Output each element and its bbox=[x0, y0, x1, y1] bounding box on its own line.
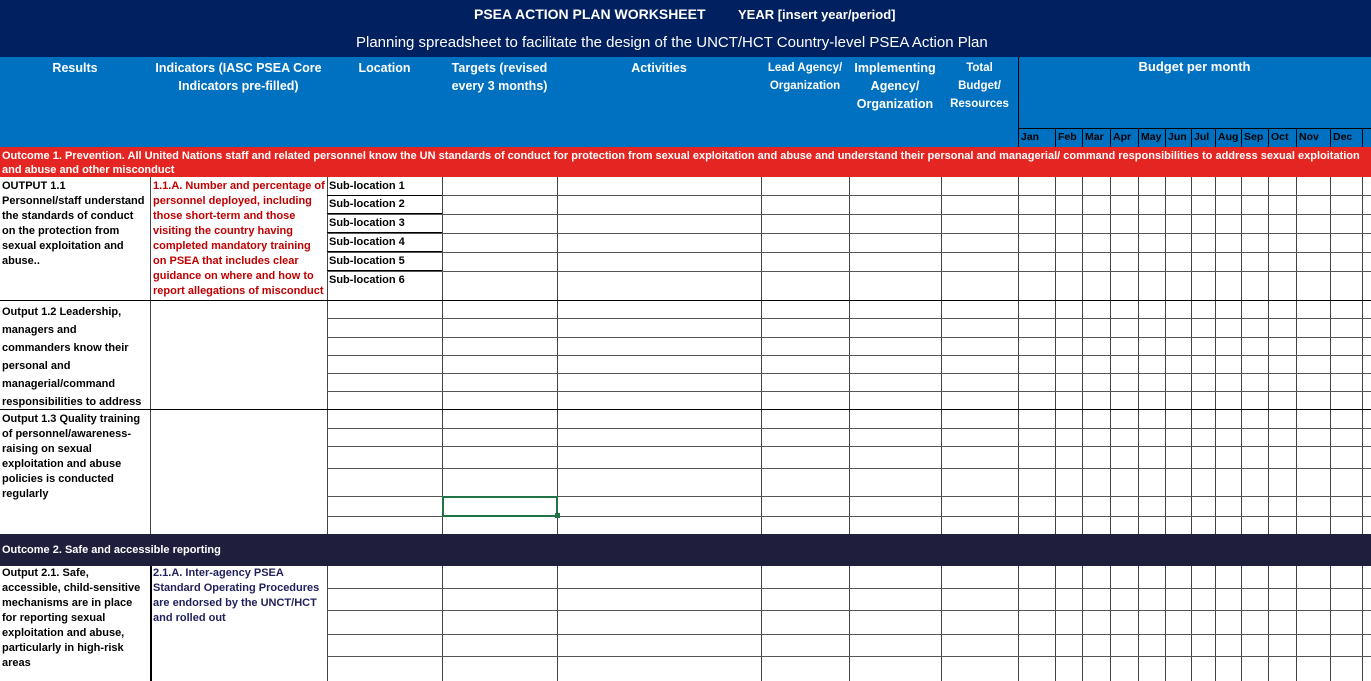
grid-line bbox=[442, 566, 443, 681]
grid-line bbox=[1138, 128, 1139, 147]
grid-line bbox=[327, 566, 328, 681]
sub-location-5[interactable]: Sub-location 5 bbox=[327, 252, 442, 271]
grid-line bbox=[327, 391, 1371, 392]
header-budget-per-month[interactable]: Budget per month bbox=[1138, 59, 1251, 74]
grid-line bbox=[327, 252, 1371, 253]
grid-line bbox=[761, 566, 762, 681]
sub-location-3[interactable]: Sub-location 3 bbox=[327, 214, 442, 233]
grid-line bbox=[327, 373, 1371, 374]
grid-line bbox=[1268, 566, 1269, 681]
grid-line bbox=[1215, 128, 1216, 147]
grid-line bbox=[1241, 128, 1242, 147]
month-dec[interactable]: Dec bbox=[1333, 131, 1353, 143]
output-1-3-result[interactable]: Output 1.3 Quality training of personnel/awareness-raising on sexual exploitation and abuse policies is conducted regularly bbox=[2, 413, 141, 500]
sub-location-2[interactable]: Sub-location 2 bbox=[327, 195, 442, 214]
sub-location-1[interactable]: Sub-location 1 bbox=[327, 177, 442, 196]
header-indicators[interactable]: Indicators (IASC PSEA Core Indicators pre-filled) bbox=[155, 61, 322, 93]
output-2-1-result[interactable]: Output 2.1. Safe, accessible, child-sensitive mechanisms are in place for reporting sexual exploitation and abuse, particularly in high-risk areas bbox=[2, 567, 141, 669]
month-feb[interactable]: Feb bbox=[1058, 131, 1077, 143]
grid-line bbox=[327, 428, 1371, 429]
grid-line bbox=[1362, 128, 1363, 147]
grid-line bbox=[1191, 128, 1192, 147]
grid-line bbox=[327, 588, 1371, 589]
grid-line bbox=[327, 271, 1371, 272]
header-location[interactable]: Location bbox=[358, 61, 411, 75]
grid-line bbox=[1055, 128, 1056, 147]
month-oct[interactable]: Oct bbox=[1271, 131, 1289, 143]
month-jun[interactable]: Jun bbox=[1168, 131, 1187, 143]
grid-line bbox=[1296, 128, 1297, 147]
grid-line bbox=[327, 656, 1371, 657]
grid-line bbox=[1268, 128, 1269, 147]
sub-location-6[interactable]: Sub-location 6 bbox=[329, 274, 405, 286]
title-bar bbox=[0, 0, 1371, 57]
worksheet-title: PSEA ACTION PLAN WORKSHEET bbox=[474, 6, 706, 22]
month-nov[interactable]: Nov bbox=[1299, 131, 1319, 143]
sub-location-4[interactable]: Sub-location 4 bbox=[327, 233, 442, 252]
grid-line bbox=[1055, 566, 1056, 681]
grid-line bbox=[327, 446, 1371, 447]
grid-line bbox=[0, 300, 1371, 301]
outcome-2-label: Outcome 2. Safe and accessible reporting bbox=[2, 544, 221, 556]
grid-line bbox=[1165, 128, 1166, 147]
grid-line bbox=[1138, 566, 1139, 681]
header-total-budget[interactable]: Total Budget/ Resources bbox=[950, 62, 1009, 110]
grid-line bbox=[1018, 566, 1019, 681]
grid-line bbox=[327, 233, 1371, 234]
grid-line bbox=[1330, 128, 1331, 147]
year-label: YEAR [insert year/period] bbox=[738, 7, 896, 22]
month-sep[interactable]: Sep bbox=[1244, 131, 1264, 143]
grid-line bbox=[327, 214, 1371, 215]
grid-line bbox=[327, 610, 1371, 611]
grid-line bbox=[327, 195, 1371, 196]
grid-line bbox=[1110, 566, 1111, 681]
month-jul[interactable]: Jul bbox=[1194, 131, 1210, 143]
grid-line bbox=[327, 337, 1371, 338]
header-activities[interactable]: Activities bbox=[631, 61, 687, 75]
header-lead-agency[interactable]: Lead Agency/ Organization bbox=[767, 62, 843, 92]
outcome-1-label: Outcome 1. Prevention. All United Nations staff and related personnel know the UN standards of conduct for protection from sexual exploitation and abuse and understand their personal and managerial/ command responsibilities to address sexual exploitation and abuse and other misconduct bbox=[2, 150, 1360, 176]
grid-line bbox=[327, 634, 1371, 635]
grid-line bbox=[327, 468, 1371, 469]
grid-line bbox=[557, 566, 558, 681]
grid-line bbox=[941, 566, 942, 681]
month-apr[interactable]: Apr bbox=[1113, 131, 1132, 143]
indicator-1-1-a[interactable]: 1.1.A. Number and percentage of personnel deployed, including those short-term and those visiting the country having completed mandatory training on PSEA that includes clear guidance on where and how to report allegations of misconduct bbox=[153, 180, 325, 297]
grid-line bbox=[1241, 566, 1242, 681]
worksheet-subtitle: Planning spreadsheet to facilitate the design of the UNCT/HCT Country-level PSEA Action Plan bbox=[356, 34, 988, 51]
fill-handle[interactable] bbox=[555, 513, 560, 518]
outcome-2-row[interactable] bbox=[0, 534, 1371, 566]
grid-line bbox=[1110, 128, 1111, 147]
grid-line bbox=[1330, 566, 1331, 681]
header-targets[interactable]: Targets (revised every 3 months) bbox=[451, 61, 548, 93]
selected-cell[interactable] bbox=[442, 496, 558, 517]
grid-line bbox=[1362, 566, 1363, 681]
grid-line bbox=[1165, 566, 1166, 681]
month-jan[interactable]: Jan bbox=[1021, 131, 1040, 143]
grid-line bbox=[849, 566, 850, 681]
month-aug[interactable]: Aug bbox=[1218, 131, 1239, 143]
grid-line bbox=[327, 318, 1371, 319]
grid-line bbox=[1215, 566, 1216, 681]
header-results[interactable]: Results bbox=[52, 61, 98, 75]
grid-line bbox=[327, 355, 1371, 356]
grid-line bbox=[1191, 566, 1192, 681]
outcome-1-row[interactable] bbox=[0, 147, 1371, 177]
month-mar[interactable]: Mar bbox=[1085, 131, 1104, 143]
month-may[interactable]: May bbox=[1141, 131, 1162, 143]
indicator-2-1-a[interactable]: 2.1.A. Inter-agency PSEA Standard Operating Procedures are endorsed by the UNCT/HCT and rolled out bbox=[153, 567, 320, 624]
grid-line bbox=[0, 409, 1371, 410]
grid-line bbox=[1082, 128, 1083, 147]
header-implementing-agency[interactable]: Implementing Agency/ Organization bbox=[854, 61, 936, 111]
grid-line bbox=[1296, 566, 1297, 681]
grid-line bbox=[1082, 566, 1083, 681]
output-1-1-result[interactable]: OUTPUT 1.1 Personnel/staff understand the standards of conduct on the protection from sexual exploitation and abuse.. bbox=[2, 180, 145, 267]
output-1-2-result[interactable]: Output 1.2 Leadership, managers and commanders know their personal and managerial/command responsibilities to address bbox=[2, 306, 142, 408]
